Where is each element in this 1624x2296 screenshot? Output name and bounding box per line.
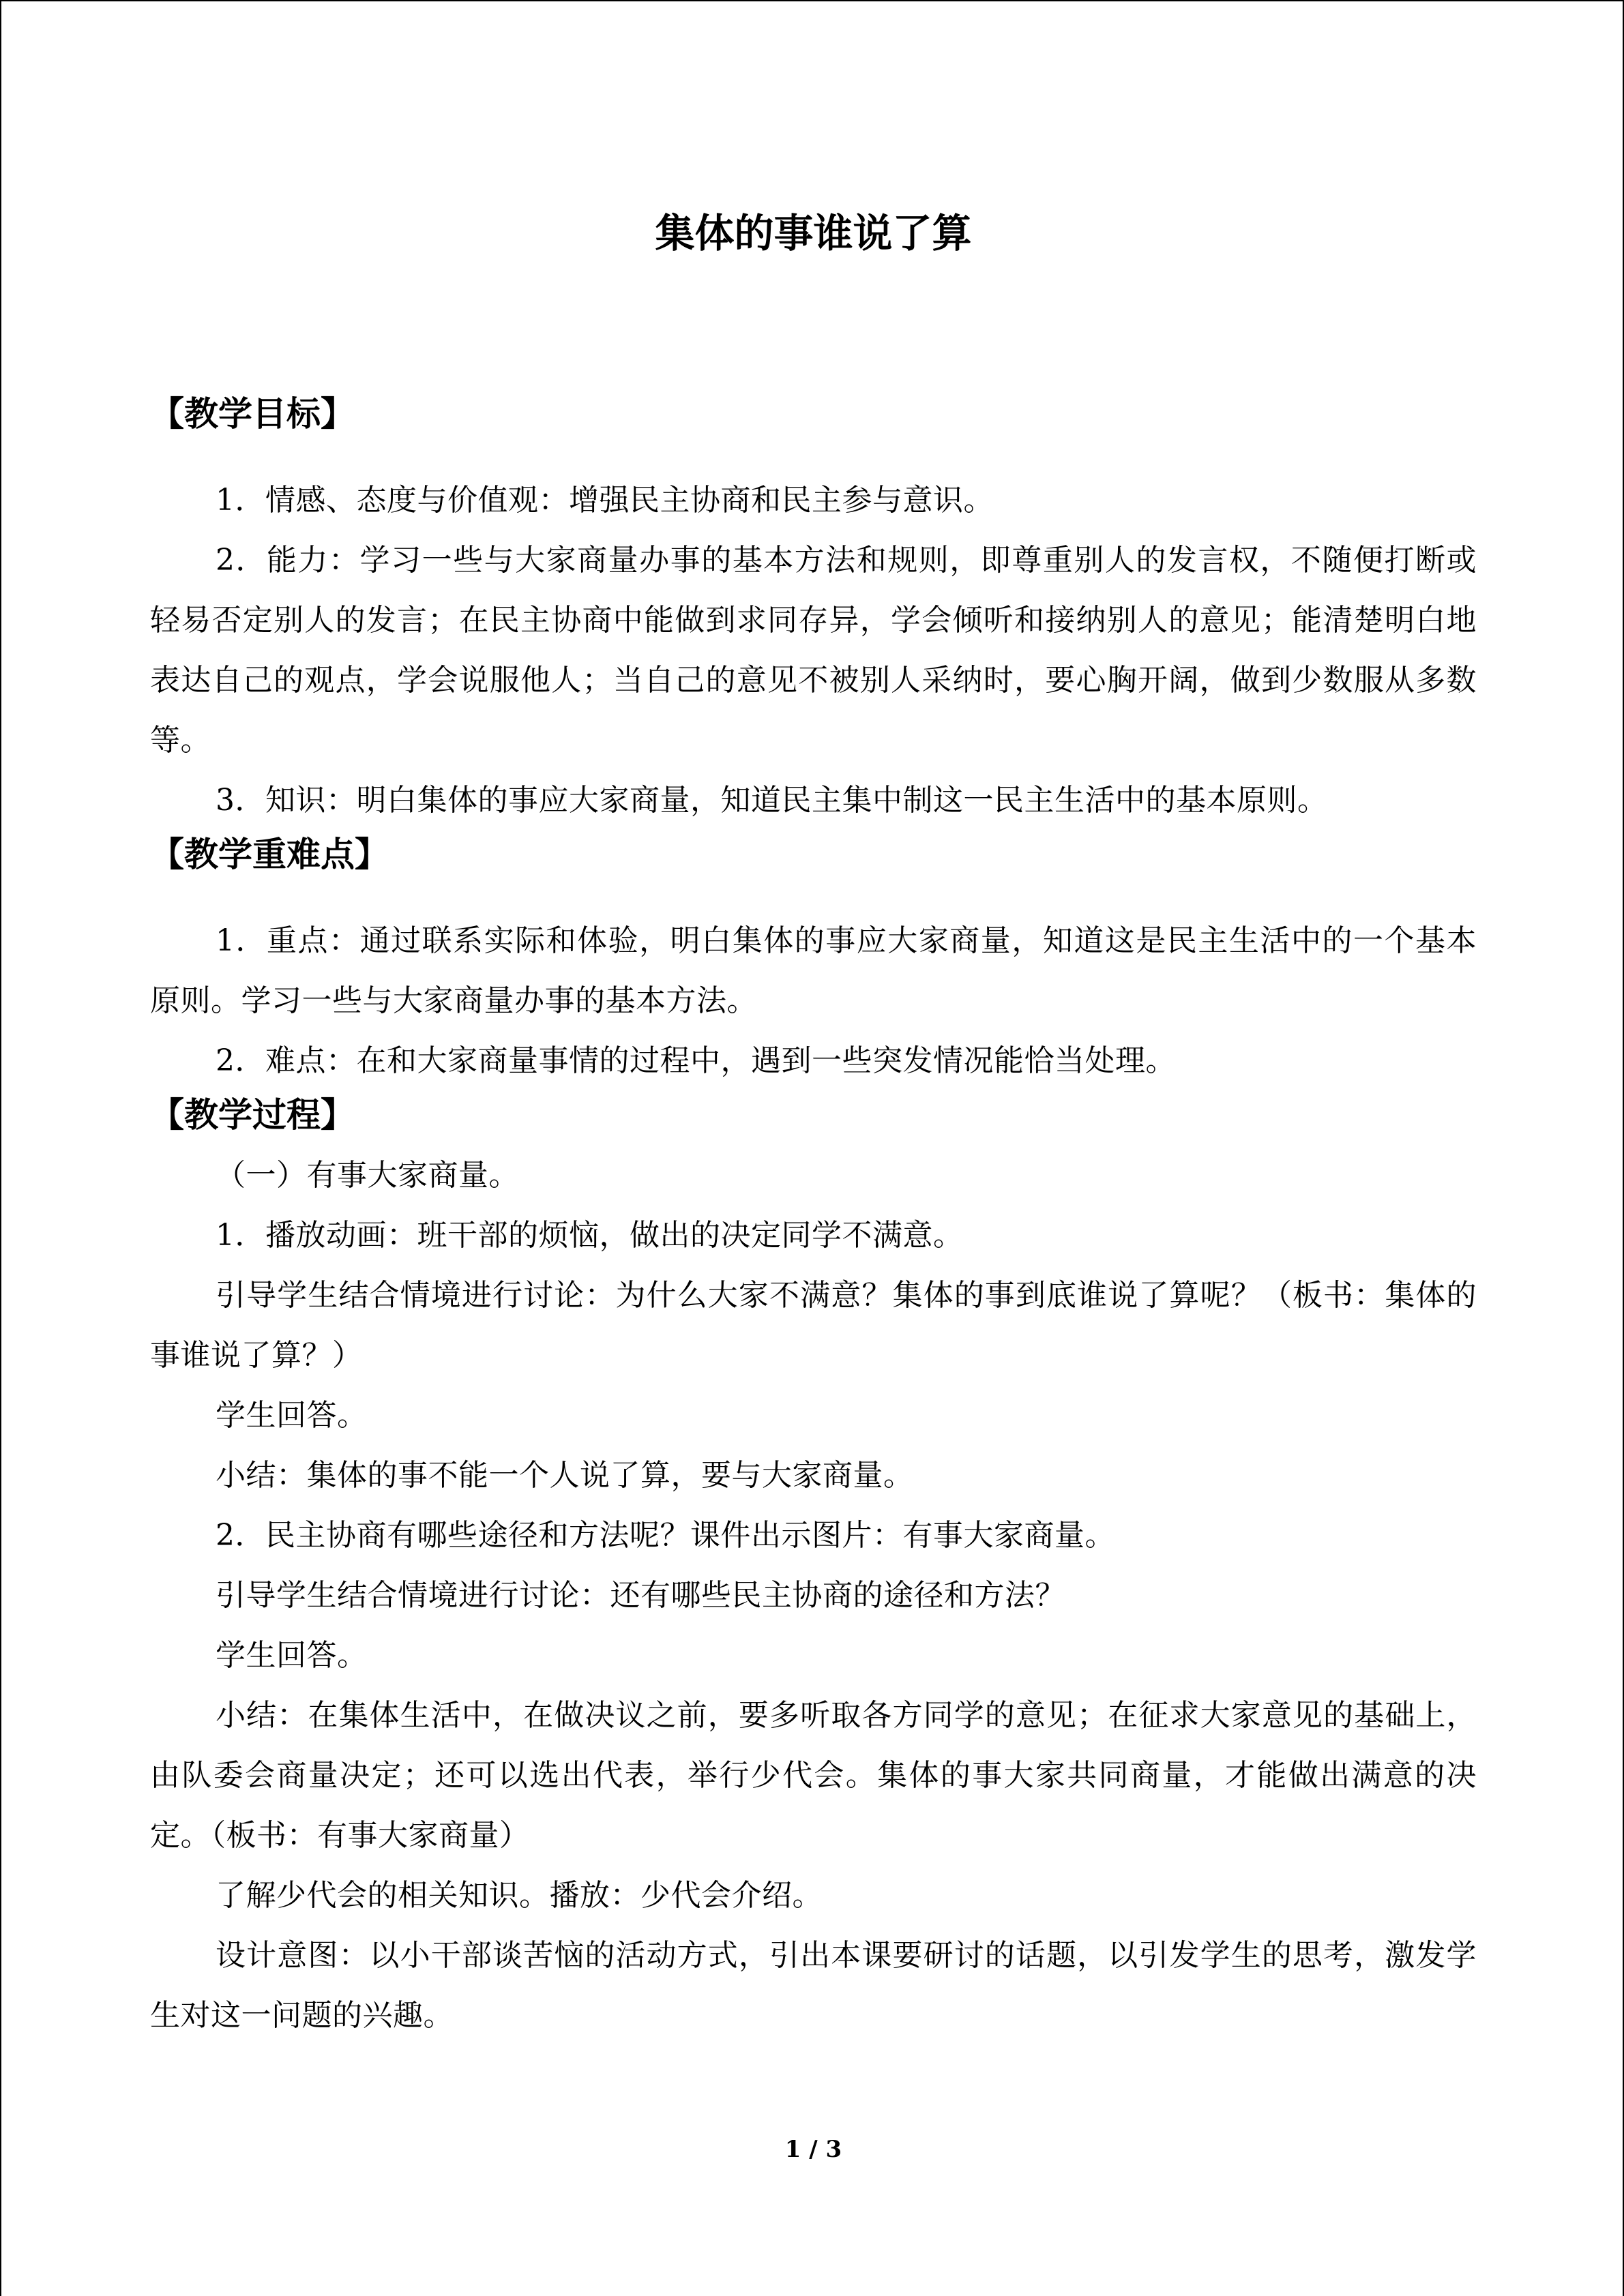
process-paragraph: 2．民主协商有哪些途径和方法呢？课件出示图片：有事大家商量。 <box>216 1518 1115 1553</box>
section-heading-process: 【教学过程】 <box>150 1095 355 1135</box>
objectives-item-1: 1．情感、态度与价值观：增强民主协商和民主参与意识。 <box>216 483 994 518</box>
section-heading-objectives: 【教学目标】 <box>150 394 355 434</box>
page-number: 1 / 3 <box>784 2136 842 2163</box>
process-paragraph: 1．播放动画：班干部的烦恼，做出的决定同学不满意。 <box>216 1218 964 1253</box>
process-paragraph: 引导学生结合情境进行讨论：为什么大家不满意？集体的事到底谁说了算呢？（板书：集体的事谁说了算？） <box>150 1278 1477 1373</box>
document-title: 集体的事谁说了算 <box>655 210 972 256</box>
process-paragraph: 学生回答。 <box>216 1398 368 1433</box>
key-points-item-2: 2．难点：在和大家商量事情的过程中，遇到一些突发情况能恰当处理。 <box>216 1043 1176 1078</box>
process-paragraph: 设计意图：以小干部谈苦恼的活动方式，引出本课要研讨的话题，以引发学生的思考，激发学生对这一问题的兴趣。 <box>150 1938 1477 2033</box>
process-paragraph: 了解少代会的相关知识。播放：少代会介绍。 <box>216 1878 823 1913</box>
process-paragraph: 学生回答。 <box>216 1638 368 1673</box>
section-heading-key-points: 【教学重难点】 <box>150 835 389 874</box>
process-paragraph: 小结：集体的事不能一个人说了算，要与大家商量。 <box>216 1458 914 1493</box>
key-points-item-1: 1．重点：通过联系实际和体验，明白集体的事应大家商量，知道这是民主生活中的一个基本原则。学习一些与大家商量办事的基本方法。 <box>150 923 1477 1018</box>
page-content <box>150 206 1477 2046</box>
objectives-item-2: 2．能力：学习一些与大家商量办事的基本方法和规则，即尊重别人的发言权，不随便打断或轻易否定别人的发言；在民主协商中能做到求同存异，学会倾听和接纳别人的意见；能清楚明白地表达自己的观点，学会说服他人；当自己的意见不被别人采纳时，要心胸开阔，做到少数服从多数等。 <box>150 543 1477 758</box>
process-paragraph: 小结：在集体生活中，在做决议之前，要多听取各方同学的意见；在征求大家意见的基础上，由队委会商量决定；还可以选出代表，举行少代会。集体的事大家共同商量，才能做出满意的决定。（板书：有事大家商量） <box>150 1698 1477 1853</box>
process-paragraph: （一）有事大家商量。 <box>216 1158 519 1193</box>
process-paragraph: 引导学生结合情境进行讨论：还有哪些民主协商的途径和方法？ <box>216 1578 1065 1613</box>
objectives-item-3: 3．知识：明白集体的事应大家商量，知道民主集中制这一民主生活中的基本原则。 <box>216 783 1328 818</box>
